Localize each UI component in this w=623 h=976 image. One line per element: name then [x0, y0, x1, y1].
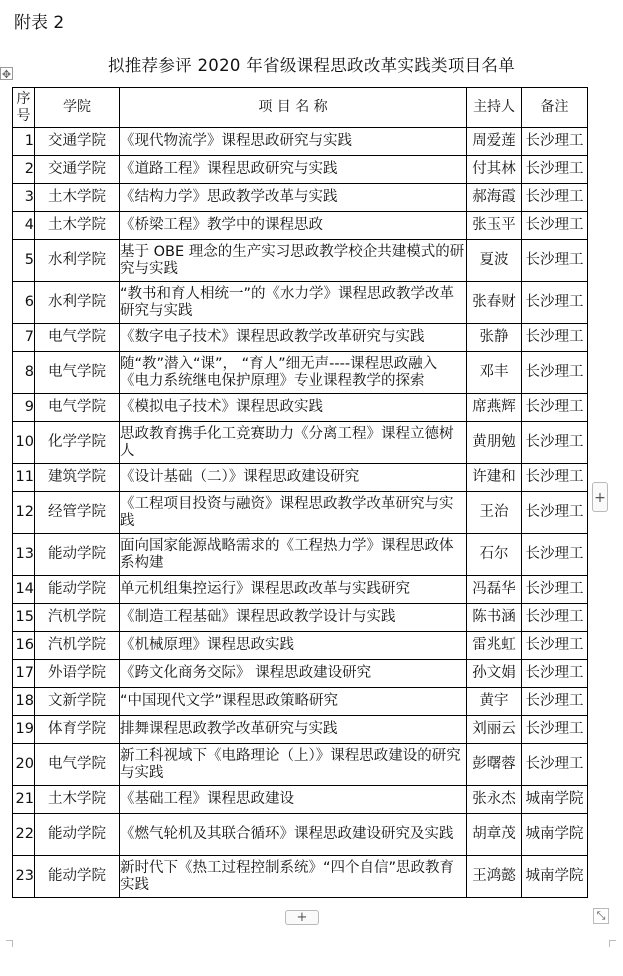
cell-college: 土木学院 [35, 212, 120, 240]
cell-project: 《模拟电子技术》课程思政实践 [120, 394, 467, 422]
cell-note: 长沙理工 [522, 422, 588, 464]
add-column-button[interactable]: + [592, 482, 608, 512]
cell-project: 《道路工程》课程思政研究与实践 [120, 156, 467, 184]
cell-college: 汽机学院 [35, 632, 120, 660]
cell-college: 建筑学院 [35, 464, 120, 492]
cell-college: 文新学院 [35, 688, 120, 716]
table-row [13, 534, 588, 576]
cell-seq: 18 [13, 688, 35, 716]
cell-leader: 郝海霞 [467, 184, 522, 212]
add-row-button[interactable]: + [285, 910, 319, 925]
cell-note: 长沙理工 [522, 394, 588, 422]
table-resize-handle-icon[interactable]: ⤡ [593, 908, 609, 924]
project-list-table [12, 87, 588, 898]
cell-college: 交通学院 [35, 156, 120, 184]
cell-seq: 19 [13, 716, 35, 744]
table-row [13, 324, 588, 352]
cell-seq: 23 [13, 856, 35, 898]
cell-college: 能动学院 [35, 576, 120, 604]
cell-seq: 21 [13, 786, 35, 814]
table-row [13, 744, 588, 786]
table-row [13, 856, 588, 898]
cell-note: 长沙理工 [522, 282, 588, 324]
table-row [13, 156, 588, 184]
cell-seq: 9 [13, 394, 35, 422]
cell-seq: 2 [13, 156, 35, 184]
table-row [13, 464, 588, 492]
table-row [13, 660, 588, 688]
cell-leader: 孙文娟 [467, 660, 522, 688]
cell-college: 水利学院 [35, 240, 120, 282]
cell-college: 电气学院 [35, 324, 120, 352]
cell-seq: 15 [13, 604, 35, 632]
cell-college: 土木学院 [35, 184, 120, 212]
cell-project: 《燃气轮机及其联合循环》课程思政建设研究及实践 [120, 814, 467, 856]
cell-note: 长沙理工 [522, 464, 588, 492]
header-note: 备注 [522, 88, 588, 128]
page-corner-mark-left [6, 940, 13, 947]
cell-project: 基于 OBE 理念的生产实习思政教学校企共建模式的研究与实践 [120, 240, 467, 282]
cell-project: 新工科视域下《电路理论（上）》课程思政建设的研究与实践 [120, 744, 467, 786]
cell-leader: 张永杰 [467, 786, 522, 814]
cell-college: 外语学院 [35, 660, 120, 688]
cell-seq: 5 [13, 240, 35, 282]
header-seq: 序号 [13, 88, 35, 128]
cell-project: 《设计基础（二）》课程思政建设研究 [120, 464, 467, 492]
cell-college: 交通学院 [35, 128, 120, 156]
cell-seq: 6 [13, 282, 35, 324]
cell-leader: 许建和 [467, 464, 522, 492]
cell-note: 长沙理工 [522, 240, 588, 282]
cell-note: 长沙理工 [522, 156, 588, 184]
cell-project: 《机械原理》课程思政实践 [120, 632, 467, 660]
cell-college: 汽机学院 [35, 604, 120, 632]
table-row [13, 604, 588, 632]
table-row [13, 212, 588, 240]
cell-project: 《结构力学》思政教学改革与实践 [120, 184, 467, 212]
cell-college: 电气学院 [35, 394, 120, 422]
table-row [13, 128, 588, 156]
cell-college: 水利学院 [35, 282, 120, 324]
cell-project: 《制造工程基础》课程思政教学设计与实践 [120, 604, 467, 632]
cell-project: 单元机组集控运行》课程思政改革与实践研究 [120, 576, 467, 604]
cell-project: “中国现代文学”课程思政策略研究 [120, 688, 467, 716]
cell-note: 长沙理工 [522, 534, 588, 576]
cell-leader: 陈书涵 [467, 604, 522, 632]
cell-seq: 16 [13, 632, 35, 660]
table-row [13, 576, 588, 604]
cell-college: 能动学院 [35, 814, 120, 856]
cell-seq: 1 [13, 128, 35, 156]
cell-leader: 邓丰 [467, 352, 522, 394]
cell-leader: 彭曙蓉 [467, 744, 522, 786]
cell-note: 城南学院 [522, 786, 588, 814]
table-row [13, 688, 588, 716]
appendix-label: 附表 2 [14, 13, 65, 33]
cell-leader: 黄宇 [467, 688, 522, 716]
table-row [13, 240, 588, 282]
table-row [13, 282, 588, 324]
cell-leader: 胡章茂 [467, 814, 522, 856]
table-row [13, 422, 588, 464]
table-row [13, 352, 588, 394]
cell-seq: 7 [13, 324, 35, 352]
cell-project: “教书和育人相统一”的《水力学》课程思政教学改革研究与实践 [120, 282, 467, 324]
cell-leader: 张春财 [467, 282, 522, 324]
cell-seq: 12 [13, 492, 35, 534]
table-row [13, 394, 588, 422]
cell-note: 长沙理工 [522, 128, 588, 156]
cell-note: 长沙理工 [522, 576, 588, 604]
cell-seq: 13 [13, 534, 35, 576]
cell-seq: 10 [13, 422, 35, 464]
cell-leader: 周爱莲 [467, 128, 522, 156]
cell-college: 经管学院 [35, 492, 120, 534]
cell-note: 长沙理工 [522, 632, 588, 660]
cell-leader: 刘丽云 [467, 716, 522, 744]
cell-leader: 张玉平 [467, 212, 522, 240]
cell-note: 长沙理工 [522, 688, 588, 716]
table-row [13, 716, 588, 744]
table-row [13, 184, 588, 212]
cell-leader: 付其林 [467, 156, 522, 184]
cell-note: 长沙理工 [522, 660, 588, 688]
cell-leader: 王治 [467, 492, 522, 534]
cell-leader: 黄朋勉 [467, 422, 522, 464]
cell-college: 土木学院 [35, 786, 120, 814]
header-leader: 主持人 [467, 88, 522, 128]
cell-project: 《工程项目投资与融资》课程思政教学改革研究与实践 [120, 492, 467, 534]
cell-seq: 17 [13, 660, 35, 688]
cell-college: 体育学院 [35, 716, 120, 744]
cell-college: 能动学院 [35, 534, 120, 576]
table-move-handle-icon[interactable]: ✥ [1, 68, 12, 81]
page-corner-mark-right [609, 940, 616, 947]
cell-college: 能动学院 [35, 856, 120, 898]
cell-seq: 11 [13, 464, 35, 492]
cell-note: 长沙理工 [522, 604, 588, 632]
cell-project: 随“教”潜入“课”， “育人”细无声----课程思政融入《电力系统继电保护原理》专业课程教学的探索 [120, 352, 467, 394]
cell-leader: 席燕辉 [467, 394, 522, 422]
cell-note: 长沙理工 [522, 716, 588, 744]
cell-seq: 8 [13, 352, 35, 394]
cell-note: 长沙理工 [522, 492, 588, 534]
cell-project: 思政教育携手化工竞赛助力《分离工程》课程立德树人 [120, 422, 467, 464]
document-title: 拟推荐参评 2020 年省级课程思政改革实践类项目名单 [107, 56, 516, 75]
cell-leader: 张静 [467, 324, 522, 352]
table-row [13, 492, 588, 534]
cell-seq: 14 [13, 576, 35, 604]
cell-project: 排舞课程思政教学改革研究与实践 [120, 716, 467, 744]
cell-college: 化学学院 [35, 422, 120, 464]
cell-seq: 22 [13, 814, 35, 856]
cell-leader: 石尔 [467, 534, 522, 576]
cell-note: 城南学院 [522, 856, 588, 898]
cell-project: 《桥梁工程》教学中的课程思政 [120, 212, 467, 240]
cell-leader: 冯磊华 [467, 576, 522, 604]
header-college: 学院 [35, 88, 120, 128]
cell-college: 电气学院 [35, 352, 120, 394]
cell-note: 长沙理工 [522, 212, 588, 240]
cell-project: 面向国家能源战略需求的《工程热力学》课程思政体系构建 [120, 534, 467, 576]
cell-leader: 王鸿懿 [467, 856, 522, 898]
cell-college: 电气学院 [35, 744, 120, 786]
cell-note: 长沙理工 [522, 744, 588, 786]
cell-project: 《数字电子技术》课程思政教学改革研究与实践 [120, 324, 467, 352]
cell-seq: 3 [13, 184, 35, 212]
cell-note: 城南学院 [522, 814, 588, 856]
cell-note: 长沙理工 [522, 184, 588, 212]
cell-leader: 夏波 [467, 240, 522, 282]
table-row [13, 814, 588, 856]
cell-note: 长沙理工 [522, 352, 588, 394]
cell-seq: 20 [13, 744, 35, 786]
table-row [13, 786, 588, 814]
cell-project: 《现代物流学》课程思政研究与实践 [120, 128, 467, 156]
cell-project: 新时代下《热工过程控制系统》“四个自信”思政教育实践 [120, 856, 467, 898]
cell-seq: 4 [13, 212, 35, 240]
table-row [13, 632, 588, 660]
cell-project: 《跨文化商务交际》 课程思政建设研究 [120, 660, 467, 688]
cell-leader: 雷兆虹 [467, 632, 522, 660]
header-project: 项 目 名 称 [120, 88, 467, 128]
cell-project: 《基础工程》课程思政建设 [120, 786, 467, 814]
table-header-row [13, 88, 588, 128]
cell-note: 长沙理工 [522, 324, 588, 352]
